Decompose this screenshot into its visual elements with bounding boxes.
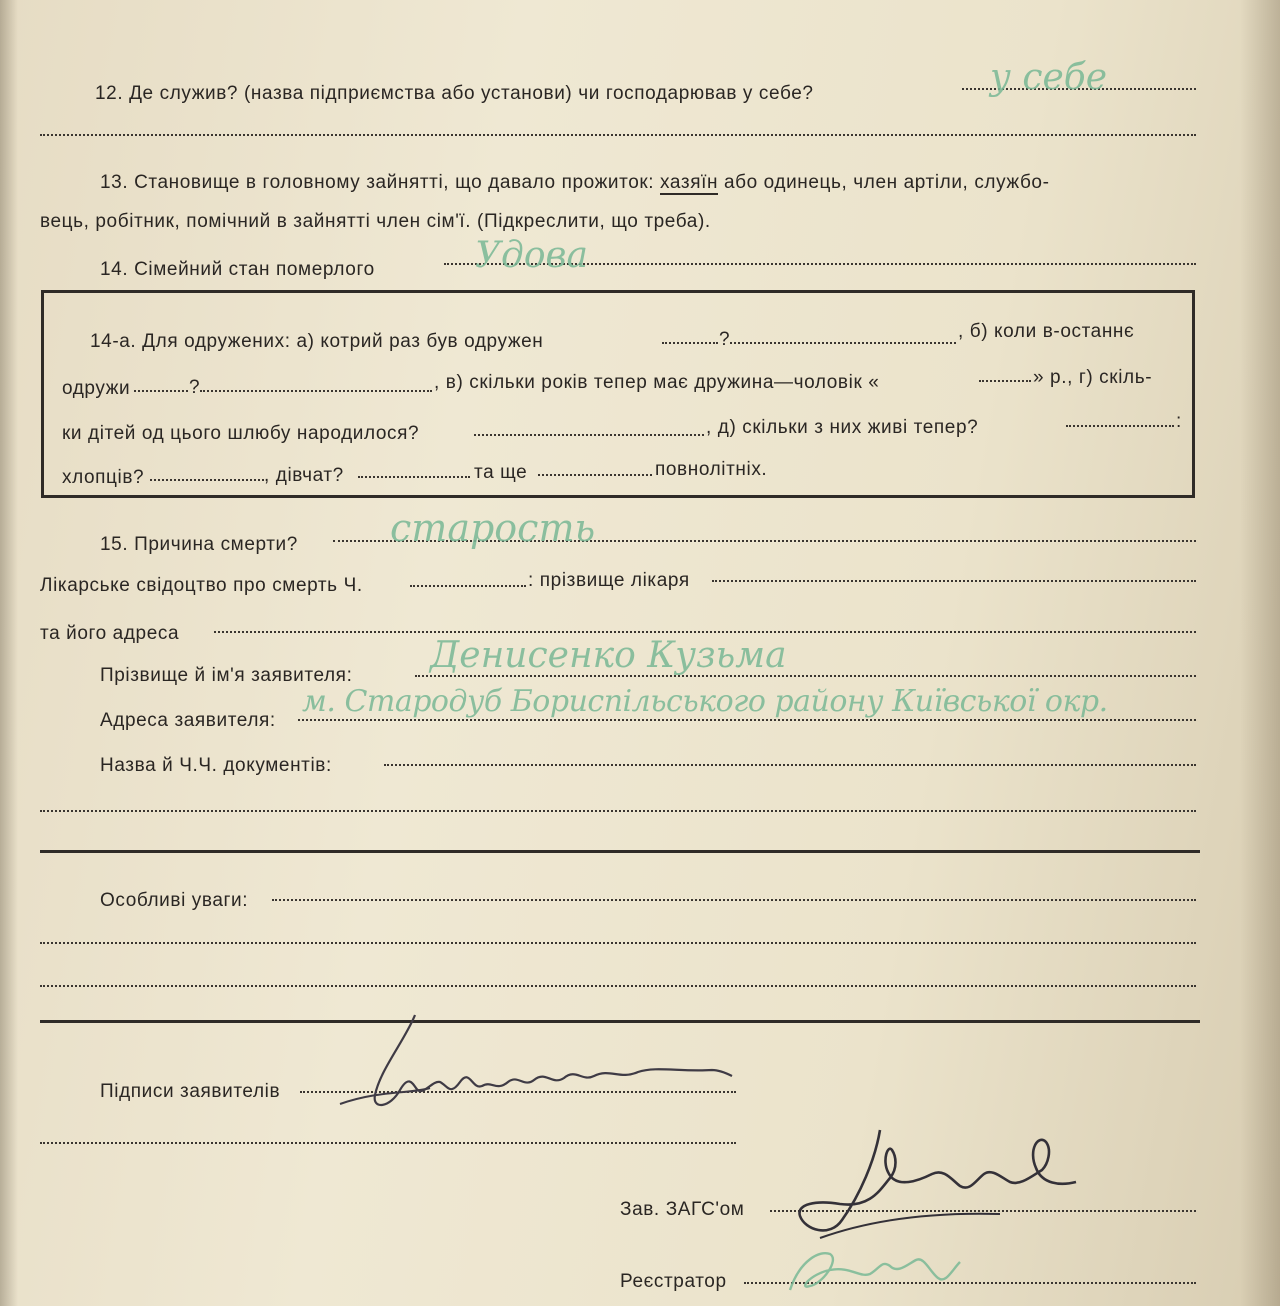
registrar-label: Реєстратор — [620, 1271, 727, 1292]
q14a-line-4c — [538, 474, 652, 476]
section-divider-1 — [40, 850, 1200, 853]
page-edge-shadow — [0, 0, 18, 1306]
q14a-l2c: , в) скільки років тепер має дружина—чоловік « — [434, 372, 880, 393]
q12-line-2 — [40, 134, 1196, 136]
medical-label-c: та його адреса — [40, 623, 180, 644]
notes-line-1 — [272, 899, 1196, 901]
applicant-signature-image — [320, 1010, 750, 1120]
q14a-line-2a — [134, 390, 188, 392]
q14a-l3a: ки дітей од цього шлюбу народилося? — [62, 423, 420, 444]
q14a-line-3a — [474, 434, 704, 436]
q14a-l1b: ? — [719, 329, 731, 350]
q14a-l1c: , б) коли в-останнє — [958, 321, 1135, 342]
medical-label-b: : прізвище лікаря — [528, 570, 690, 591]
q14a-line-2c — [979, 380, 1031, 382]
applicant-name-value: Денисенко Кузьма — [430, 635, 787, 676]
notes-label: Особливі уваги: — [100, 890, 249, 911]
q14a-l4c: та ще — [474, 462, 528, 483]
applicant-docs-label: Назва й Ч.Ч. документів: — [100, 755, 332, 776]
notes-line-2 — [40, 942, 1196, 944]
q15-label: 15. Причина смерти? — [100, 534, 298, 555]
q13-line2: вець, робітник, помічний в зайнятті член сім'ї. (Підкреслити, що треба). — [40, 211, 711, 232]
medical-line-c — [214, 631, 1196, 633]
q14a-l2b: ? — [189, 377, 201, 398]
applicant-name-label: Прізвище й ім'я заявителя: — [100, 665, 353, 686]
applicant-docs-line-2 — [40, 810, 1196, 812]
q14a-l4d: повнолітніх. — [655, 459, 768, 480]
page-edge-shadow-right — [1240, 0, 1280, 1306]
q13-line1: 13. Становище в головному зайнятті, що давало прожиток: хазяїн або одинець, член артіли, службо- — [100, 172, 1050, 193]
registrar-signature-image — [770, 1220, 970, 1306]
q14a-l3c: : — [1176, 411, 1182, 432]
q14a-line-4b — [358, 476, 470, 478]
q14a-l2a: одружи — [62, 378, 131, 399]
q13-underlined-option: хазяїн — [660, 172, 719, 193]
notes-line-3 — [40, 985, 1196, 987]
q14a-l4b: , дівчат? — [264, 465, 344, 486]
q12-answer: у себе — [990, 57, 1108, 98]
q14a-line-3b — [1066, 425, 1174, 427]
applicants-signature-line-2 — [40, 1142, 736, 1144]
medical-line-b — [712, 580, 1196, 582]
medical-line-a — [410, 585, 526, 587]
q14a-l2d: » р., г) скіль- — [1033, 367, 1153, 388]
q14a-line-1b — [730, 342, 956, 344]
applicants-signature-label: Підписи заявителів — [100, 1081, 281, 1102]
q15-answer: старость — [390, 506, 596, 550]
q14a-l4a: хлопців? — [62, 467, 145, 488]
applicant-address-value: м. Стародуб Бориспільського району Київської окр. — [302, 684, 1108, 719]
q14-answer: Удова — [475, 235, 588, 276]
q14a-l1a: 14-а. Для одружених: а) котрий раз був одружен — [90, 331, 544, 352]
q14a-line-4a — [150, 479, 264, 481]
q14-label: 14. Сімейний стан померлого — [100, 259, 375, 280]
zags-head-label: Зав. ЗАГС'ом — [620, 1199, 745, 1220]
q14a-line-2b — [200, 390, 432, 392]
applicant-docs-line — [384, 764, 1196, 766]
q14a-line-1a — [662, 342, 718, 344]
q14a-l3b: , д) скільки з них живі тепер? — [706, 417, 979, 438]
medical-label-a: Лікарське свідоцтво про смерть Ч. — [40, 575, 363, 596]
applicant-address-label: Адреса заявителя: — [100, 710, 276, 731]
q12-label: 12. Де служив? (назва підприємства або установи) чи господарював у себе? — [95, 83, 814, 104]
